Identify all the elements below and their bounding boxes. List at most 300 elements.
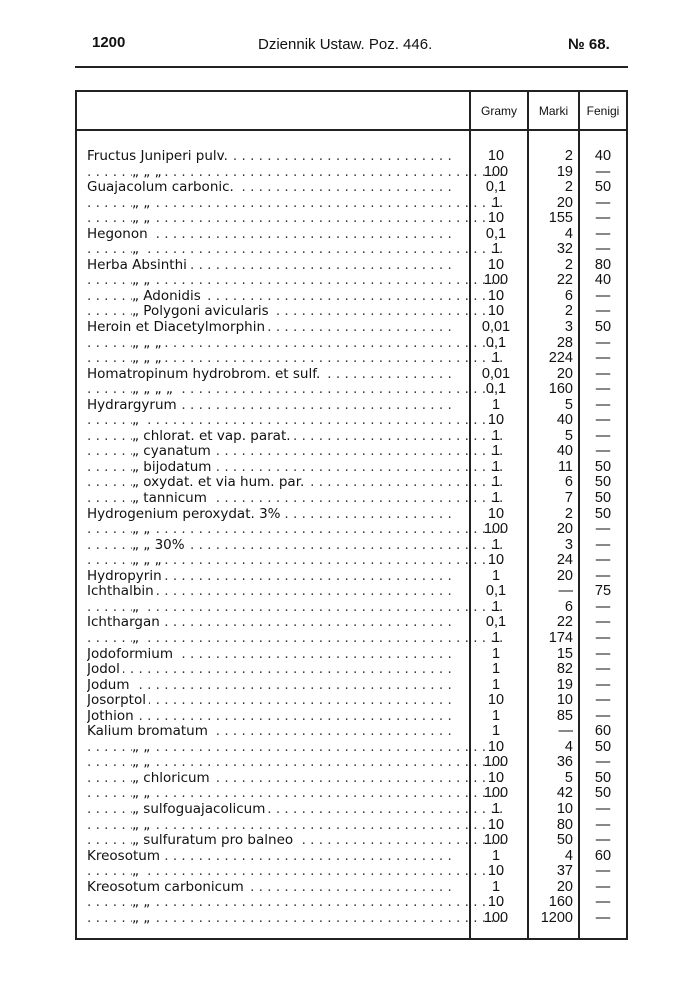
item-name (87, 911, 502, 927)
item-name-text: Kreosotum (87, 849, 163, 864)
pfennig-cell: 50 (594, 738, 612, 755)
pfennig-cell: — (595, 412, 611, 429)
marks-cell: 2 (564, 179, 573, 196)
grams-cell: 1 (491, 707, 501, 724)
grams-cell: 10 (487, 816, 505, 833)
grams-cell: 100 (483, 785, 509, 802)
table-row (77, 320, 626, 336)
grams-cell: 0,1 (485, 614, 507, 631)
pfennig-cell: — (595, 350, 611, 367)
pfennig-cell: 50 (594, 769, 612, 786)
item-name (87, 165, 502, 181)
pfennig-cell: — (595, 692, 611, 709)
table-row (77, 227, 626, 243)
item-name (87, 367, 457, 383)
grams-cell: 1 (491, 536, 501, 553)
table-row (77, 273, 626, 289)
pfennig-cell: — (595, 365, 611, 382)
item-name (87, 227, 457, 243)
pfennig-cell: — (595, 194, 611, 211)
table-row (77, 336, 626, 352)
marks-cell: 224 (548, 350, 573, 367)
marks-cell: 80 (556, 816, 573, 833)
item-name-text: Jodol (87, 662, 123, 677)
pfennig-cell: — (595, 303, 611, 320)
marks-cell: — (558, 723, 573, 740)
marks-cell: 155 (548, 210, 573, 227)
item-name-text: Guajacolum carbonic. (87, 180, 237, 195)
item-name (87, 864, 502, 880)
marks-cell: 36 (556, 754, 573, 771)
table-row (77, 538, 626, 554)
grams-cell: 0,1 (485, 179, 507, 196)
grams-cell: 1 (491, 598, 501, 615)
item-name (87, 538, 502, 554)
marks-cell: 10 (556, 800, 573, 817)
grams-cell: 1 (491, 350, 501, 367)
item-name (87, 647, 457, 663)
marks-cell: 5 (564, 769, 573, 786)
pfennig-cell: — (595, 552, 611, 569)
table-row (77, 165, 626, 181)
marks-cell: 40 (556, 412, 573, 429)
item-name-text: „ „ „ (132, 336, 165, 351)
item-name (87, 600, 502, 616)
pfennig-cell: 80 (594, 256, 612, 273)
marks-cell: 4 (564, 225, 573, 242)
pfennig-cell: — (595, 536, 611, 553)
item-name-text: Jodoformium (87, 647, 176, 662)
item-name-text: Fructus Juniperi pulv. (87, 149, 231, 164)
item-name-text: Hegonon (87, 227, 151, 242)
item-name (87, 724, 457, 740)
item-name-text: „ „ (132, 740, 153, 755)
item-name (87, 693, 457, 709)
item-name (87, 584, 457, 600)
item-name (87, 895, 502, 911)
grams-cell: 10 (487, 412, 505, 429)
pfennig-cell: — (595, 396, 611, 413)
marks-cell: 20 (556, 194, 573, 211)
grams-cell: 1 (491, 800, 501, 817)
pfennig-cell: — (595, 598, 611, 615)
marks-cell: 11 (557, 458, 573, 475)
grams-cell: 0,1 (485, 225, 507, 242)
table-row (77, 615, 626, 631)
item-name-text: „ (132, 631, 142, 646)
item-name (87, 507, 457, 523)
table-row (77, 522, 626, 538)
item-name-text: Jothion (87, 709, 137, 724)
table-row (77, 786, 626, 802)
marks-cell: 42 (556, 785, 573, 802)
grams-cell: 1 (491, 396, 501, 413)
header-rule (75, 66, 628, 68)
grams-cell: 0,01 (481, 365, 511, 382)
item-name (87, 351, 502, 367)
pfennig-cell: 75 (594, 583, 612, 600)
grams-cell: 10 (487, 769, 505, 786)
grams-cell: 10 (487, 210, 505, 227)
item-name-text: „ sulfuratum pro balneo (132, 833, 296, 848)
item-name-text: Heroin et Diacetylmorphin (87, 320, 268, 335)
pfennig-cell: 40 (594, 272, 612, 289)
page-header (0, 0, 689, 60)
table-row (77, 802, 626, 818)
item-name-text: „ cyanatum (132, 444, 214, 459)
marks-cell: 22 (556, 614, 573, 631)
pfennig-cell: — (595, 832, 611, 849)
grams-cell: 0,01 (481, 319, 511, 336)
marks-cell: 5 (564, 427, 573, 444)
item-name-text: Kreosotum carbonicum (87, 880, 247, 895)
table-row (77, 444, 626, 460)
marks-cell: 6 (564, 287, 573, 304)
pfennig-cell: 50 (594, 490, 612, 507)
pfennig-cell: 60 (594, 847, 612, 864)
item-name (87, 429, 502, 445)
item-name (87, 569, 457, 585)
item-name (87, 398, 457, 414)
item-name (87, 662, 457, 678)
item-name-text: „ chloricum (132, 771, 213, 786)
marks-cell: 4 (564, 738, 573, 755)
table-row (77, 833, 626, 849)
header-divider (77, 129, 626, 131)
item-name (87, 382, 502, 398)
item-name (87, 320, 457, 336)
marks-cell: 20 (556, 521, 573, 538)
item-name (87, 444, 502, 460)
item-name (87, 709, 457, 725)
item-name-text: Ichthargan (87, 615, 163, 630)
pfennig-cell: — (595, 163, 611, 180)
table-row (77, 491, 626, 507)
table-row (77, 351, 626, 367)
marks-cell: 160 (548, 381, 573, 398)
marks-cell: 6 (564, 474, 573, 491)
price-table (75, 90, 628, 940)
marks-cell: 3 (564, 319, 573, 336)
grams-cell: 100 (483, 754, 509, 771)
marks-cell: — (558, 583, 573, 600)
table-row (77, 724, 626, 740)
table-row (77, 304, 626, 320)
grams-cell: 10 (487, 148, 505, 164)
table-row (77, 211, 626, 227)
item-name (87, 615, 457, 631)
grams-cell: 10 (487, 303, 505, 320)
marks-cell: 2 (564, 505, 573, 522)
marks-cell: 4 (564, 847, 573, 864)
table-row (77, 647, 626, 663)
item-name-text: „ tannicum (132, 491, 210, 506)
pfennig-cell: 50 (594, 179, 612, 196)
grams-cell: 1 (491, 241, 501, 258)
item-name (87, 289, 502, 305)
table-row (77, 398, 626, 414)
pfennig-cell: — (595, 225, 611, 242)
item-name-text: „ (132, 413, 142, 428)
marks-cell: 40 (556, 443, 573, 460)
column-header-marki: Marki (538, 104, 569, 118)
item-name (87, 242, 502, 258)
item-name-text: „ „ (132, 196, 153, 211)
pfennig-cell: — (595, 614, 611, 631)
item-name (87, 460, 502, 476)
table-row (77, 258, 626, 274)
table-row (77, 475, 626, 491)
grams-cell: 1 (491, 567, 501, 584)
item-name (87, 880, 457, 896)
marks-cell: 160 (548, 894, 573, 911)
item-name-text: Hydrogenium peroxydat. 3% (87, 507, 284, 522)
item-name-text: „ sulfoguajacolicum (132, 802, 268, 817)
item-name-text: „ „ (132, 211, 153, 226)
item-name (87, 475, 502, 491)
table-row (77, 880, 626, 896)
pfennig-cell: — (595, 800, 611, 817)
grams-cell: 1 (491, 474, 501, 491)
item-name (87, 678, 457, 694)
item-name-text: „ „ (132, 911, 153, 926)
pfennig-cell: 50 (594, 785, 612, 802)
table-row (77, 553, 626, 569)
pfennig-cell: 60 (594, 723, 612, 740)
marks-cell: 24 (556, 552, 573, 569)
item-name (87, 802, 502, 818)
pfennig-cell: — (595, 909, 611, 926)
item-name (87, 491, 502, 507)
item-name (87, 771, 502, 787)
item-name-text: „ „ „ „ (132, 382, 176, 397)
marks-cell: 2 (564, 148, 573, 164)
item-name-text: „ „ (132, 522, 153, 537)
item-name-text: „ Polygoni avicularis (132, 304, 272, 319)
table-row (77, 864, 626, 880)
table-row (77, 895, 626, 911)
marks-cell: 174 (548, 629, 573, 646)
table-row (77, 755, 626, 771)
item-name-text: „ bijodatum (132, 460, 214, 475)
marks-cell: 20 (556, 365, 573, 382)
marks-cell: 2 (564, 256, 573, 273)
item-name-text: „ „ 30% (132, 538, 188, 553)
grams-cell: 1 (491, 723, 501, 740)
page-number: 1200 (92, 34, 126, 51)
item-name-text: „ „ (132, 755, 153, 770)
grams-cell: 1 (491, 194, 501, 211)
item-name-text: „ „ „ (132, 351, 165, 366)
grams-cell: 1 (491, 676, 501, 693)
item-name-text: Herba Absinthi (87, 258, 190, 273)
table-row (77, 242, 626, 258)
table-row (77, 678, 626, 694)
table-row (77, 289, 626, 305)
grams-cell: 10 (487, 287, 505, 304)
grams-cell: 10 (487, 505, 505, 522)
pfennig-cell: — (595, 427, 611, 444)
item-name (87, 553, 502, 569)
table-row (77, 413, 626, 429)
table-row (77, 196, 626, 212)
pfennig-cell: — (595, 629, 611, 646)
item-name-text: „ „ (132, 895, 153, 910)
item-name (87, 849, 457, 865)
item-name-text: „ „ „ (132, 553, 165, 568)
pfennig-cell: 40 (594, 148, 612, 164)
item-name (87, 273, 502, 289)
grams-cell: 0,1 (485, 583, 507, 600)
grams-cell: 1 (491, 490, 501, 507)
grams-cell: 0,1 (485, 381, 507, 398)
pfennig-cell: — (595, 334, 611, 351)
grams-cell: 10 (487, 256, 505, 273)
pfennig-cell: — (595, 707, 611, 724)
item-name (87, 336, 502, 352)
table-row (77, 771, 626, 787)
grams-cell: 10 (487, 863, 505, 880)
pfennig-cell: 50 (594, 319, 612, 336)
item-name-text: Hydropyrin (87, 569, 165, 584)
pfennig-cell: — (595, 894, 611, 911)
pfennig-cell: — (595, 661, 611, 678)
item-name (87, 211, 502, 227)
item-name (87, 631, 502, 647)
marks-cell: 19 (556, 163, 573, 180)
marks-cell: 85 (556, 707, 573, 724)
marks-cell: 1200 (540, 909, 573, 926)
marks-cell: 5 (564, 396, 573, 413)
marks-cell: 10 (556, 692, 573, 709)
pfennig-cell: 50 (594, 474, 612, 491)
table-row (77, 693, 626, 709)
pfennig-cell: — (595, 863, 611, 880)
pfennig-cell: — (595, 381, 611, 398)
table-row (77, 569, 626, 585)
pfennig-cell: — (595, 287, 611, 304)
pfennig-cell: — (595, 210, 611, 227)
pfennig-cell: — (595, 676, 611, 693)
item-name (87, 304, 502, 320)
grams-cell: 1 (491, 661, 501, 678)
item-name-text: „ oxydat. et via hum. par. (132, 475, 307, 490)
table-row (77, 584, 626, 600)
grams-cell: 100 (483, 163, 509, 180)
grams-cell: 100 (483, 272, 509, 289)
grams-cell: 1 (491, 878, 501, 895)
grams-cell: 1 (491, 427, 501, 444)
marks-cell: 3 (564, 536, 573, 553)
grams-cell: 100 (483, 521, 509, 538)
pfennig-cell: — (595, 645, 611, 662)
table-row (77, 429, 626, 445)
table-row (77, 180, 626, 196)
item-name-text: Ichthalbin (87, 584, 157, 599)
pfennig-cell: 50 (594, 458, 612, 475)
marks-cell: 6 (564, 598, 573, 615)
table-row (77, 662, 626, 678)
marks-cell: 22 (556, 272, 573, 289)
pfennig-cell: — (595, 567, 611, 584)
item-name (87, 180, 457, 196)
page-title: Dziennik Ustaw. Poz. 446. (258, 36, 433, 53)
grams-cell: 100 (483, 909, 509, 926)
item-name (87, 196, 502, 212)
item-name (87, 149, 457, 165)
pfennig-cell: — (595, 241, 611, 258)
item-name-text: „ (132, 242, 142, 257)
item-name (87, 755, 502, 771)
marks-cell: 82 (556, 661, 573, 678)
grams-cell: 10 (487, 894, 505, 911)
item-name (87, 786, 502, 802)
item-name (87, 413, 502, 429)
marks-cell: 32 (556, 241, 573, 258)
item-name-text: „ (132, 600, 142, 615)
grams-cell: 0,1 (485, 334, 507, 351)
item-name-text: Kalium bromatum (87, 724, 211, 739)
marks-cell: 2 (564, 303, 573, 320)
issue-number: № 68. (568, 36, 610, 53)
marks-cell: 28 (556, 334, 573, 351)
marks-cell: 20 (556, 878, 573, 895)
pfennig-cell: — (595, 878, 611, 895)
table-row (77, 631, 626, 647)
grams-cell: 10 (487, 552, 505, 569)
pfennig-cell: — (595, 521, 611, 538)
item-name-text: Homatropinum hydrobrom. et sulf. (87, 367, 323, 382)
grams-cell: 1 (491, 443, 501, 460)
table-row (77, 382, 626, 398)
pfennig-cell: 50 (594, 505, 612, 522)
item-name (87, 258, 457, 274)
table-body (77, 149, 626, 926)
item-name (87, 833, 502, 849)
grams-cell: 100 (483, 832, 509, 849)
item-name-text: Josorptol (87, 693, 149, 708)
marks-cell: 19 (556, 676, 573, 693)
grams-cell: 1 (491, 645, 501, 662)
pfennig-cell: — (595, 443, 611, 460)
item-name (87, 522, 502, 538)
item-name-text: „ (132, 864, 142, 879)
marks-cell: 20 (556, 567, 573, 584)
grams-cell: 10 (487, 738, 505, 755)
table-row (77, 740, 626, 756)
table-row (77, 709, 626, 725)
item-name-text: „ „ „ (132, 165, 165, 180)
table-row (77, 911, 626, 927)
grams-cell: 1 (491, 629, 501, 646)
column-header-fenigi: Fenigi (586, 104, 620, 118)
table-row (77, 600, 626, 616)
table-row (77, 818, 626, 834)
marks-cell: 50 (556, 832, 573, 849)
grams-cell: 1 (491, 458, 501, 475)
item-name-text: Hydrargyrum (87, 398, 180, 413)
item-name (87, 818, 502, 834)
grams-cell: 1 (491, 847, 501, 864)
grams-cell: 10 (487, 692, 505, 709)
table-row (77, 149, 626, 165)
marks-cell: 37 (556, 863, 573, 880)
marks-cell: 15 (556, 645, 573, 662)
marks-cell: 7 (564, 490, 573, 507)
item-name-text: „ „ (132, 818, 153, 833)
item-name (87, 740, 502, 756)
pfennig-cell: — (595, 754, 611, 771)
